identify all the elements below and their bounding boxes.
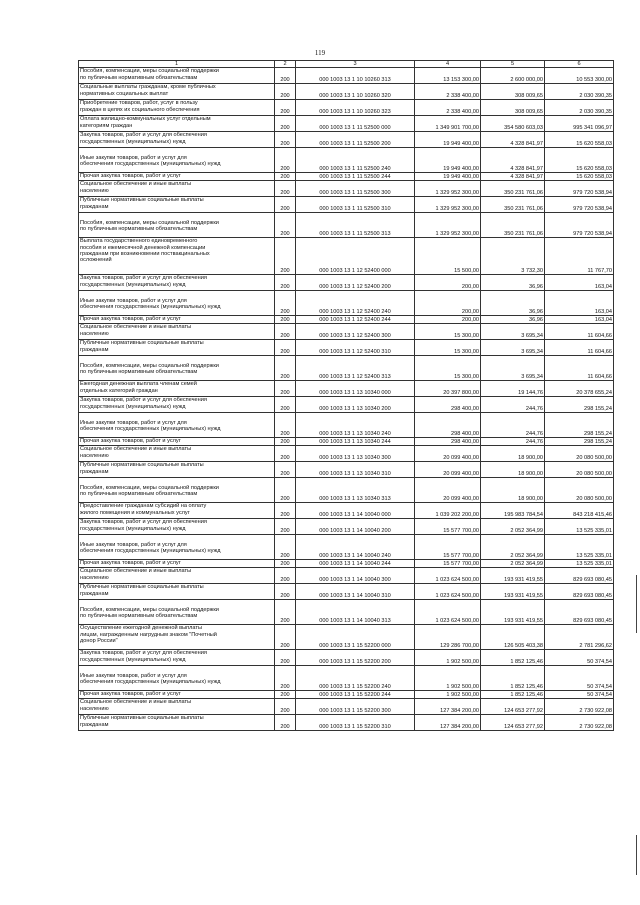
budget-classification-cell: 000 1003 13 1 14 10040 240 <box>296 535 415 560</box>
row-name-cell: Оплата жилищно-коммунальных услуг отдельным категориям граждан <box>79 116 275 132</box>
row-code-cell: 200 <box>275 699 296 715</box>
row-name-cell: Социальное обеспечение и иные выплаты населению <box>79 568 275 584</box>
budget-classification-cell: 000 1003 13 1 12 52400 240 <box>296 291 415 316</box>
approved-amount-cell: 13 153 300,00 <box>415 68 481 84</box>
budget-classification-cell: 000 1003 13 1 11 52500 313 <box>296 213 415 238</box>
unexecuted-amount-cell: 50 374,54 <box>545 650 614 666</box>
table-row <box>79 132 614 148</box>
row-name-cell: Публичные нормативные социальные выплаты гражданам <box>79 197 275 213</box>
row-name-cell: Иные закупки товаров, работ и услуг для обеспечения государственных (муниципальных) нужд <box>79 535 275 560</box>
row-name-cell: Иные закупки товаров, работ и услуг для обеспечения государственных (муниципальных) нужд <box>79 666 275 691</box>
unexecuted-amount-cell: 13 525 335,01 <box>545 519 614 535</box>
executed-amount-cell: 350 231 761,06 <box>481 181 545 197</box>
unexecuted-amount-cell: 2 030 390,35 <box>545 84 614 100</box>
unexecuted-amount-cell: 2 730 922,08 <box>545 715 614 731</box>
executed-amount-cell: 3 732,30 <box>481 238 545 275</box>
row-name-cell: Ежегодная денежная выплата членам семей отдельных категорий граждан <box>79 381 275 397</box>
table-row <box>79 100 614 116</box>
row-name-cell: Закупка товаров, работ и услуг для обеспечения государственных (муниципальных) нужд <box>79 650 275 666</box>
unexecuted-amount-cell: 979 720 538,94 <box>545 213 614 238</box>
row-name-cell: Закупка товаров, работ и услуг для обеспечения государственных (муниципальных) нужд <box>79 519 275 535</box>
budget-classification-cell: 000 1003 13 1 11 52500 310 <box>296 197 415 213</box>
table-row <box>79 699 614 715</box>
row-code-cell: 200 <box>275 84 296 100</box>
row-code-cell: 200 <box>275 213 296 238</box>
unexecuted-amount-cell: 298 155,24 <box>545 438 614 446</box>
row-name-cell: Пособия, компенсации, меры социальной поддержки по публичным нормативным обязательствам <box>79 213 275 238</box>
budget-classification-cell: 000 1003 13 1 12 52400 300 <box>296 324 415 340</box>
table-row <box>79 84 614 100</box>
executed-amount-cell: 308 009,65 <box>481 84 545 100</box>
executed-amount-cell: 195 983 784,54 <box>481 503 545 519</box>
table-row <box>79 584 614 600</box>
row-code-cell: 200 <box>275 462 296 478</box>
table-row <box>79 68 614 84</box>
table-row <box>79 462 614 478</box>
executed-amount-cell: 3 695,34 <box>481 340 545 356</box>
budget-classification-cell: 000 1003 13 1 10 10260 323 <box>296 100 415 116</box>
executed-amount-cell: 2 052 364,99 <box>481 560 545 568</box>
executed-amount-cell: 124 653 277,92 <box>481 699 545 715</box>
unexecuted-amount-cell: 2 781 296,62 <box>545 625 614 650</box>
table-row <box>79 340 614 356</box>
executed-amount-cell: 2 052 364,99 <box>481 519 545 535</box>
row-name-cell: Закупка товаров, работ и услуг для обеспечения государственных (муниципальных) нужд <box>79 397 275 413</box>
approved-amount-cell: 129 286 700,00 <box>415 625 481 650</box>
unexecuted-amount-cell: 163,04 <box>545 316 614 324</box>
unexecuted-amount-cell: 20 378 655,24 <box>545 381 614 397</box>
row-code-cell: 200 <box>275 340 296 356</box>
unexecuted-amount-cell: 20 080 500,00 <box>545 446 614 462</box>
executed-amount-cell: 36,96 <box>481 275 545 291</box>
approved-amount-cell: 2 338 400,00 <box>415 100 481 116</box>
table-row <box>79 568 614 584</box>
row-code-cell: 200 <box>275 535 296 560</box>
executed-amount-cell: 1 852 125,46 <box>481 691 545 699</box>
row-name-cell: Социальные выплаты гражданам, кроме публичных нормативных социальных выплат <box>79 84 275 100</box>
row-name-cell: Публичные нормативные социальные выплаты гражданам <box>79 462 275 478</box>
approved-amount-cell: 15 577 700,00 <box>415 560 481 568</box>
row-code-cell: 200 <box>275 600 296 625</box>
budget-classification-cell: 000 1003 13 1 13 10340 310 <box>296 462 415 478</box>
budget-classification-cell: 000 1003 13 1 12 52400 310 <box>296 340 415 356</box>
budget-classification-cell: 000 1003 13 1 10 10260 320 <box>296 84 415 100</box>
budget-classification-cell: 000 1003 13 1 13 10340 313 <box>296 478 415 503</box>
column-number: 2 <box>275 61 296 68</box>
budget-classification-cell: 000 1003 13 1 11 52500 000 <box>296 116 415 132</box>
row-name-cell: Предоставление гражданам субсидий на оплату жилого помещения и коммунальных услуг <box>79 503 275 519</box>
executed-amount-cell: 4 328 841,97 <box>481 173 545 181</box>
approved-amount-cell: 19 949 400,00 <box>415 148 481 173</box>
approved-amount-cell: 200,00 <box>415 316 481 324</box>
table-row <box>79 381 614 397</box>
approved-amount-cell: 1 902 500,00 <box>415 666 481 691</box>
executed-amount-cell: 19 144,76 <box>481 381 545 397</box>
unexecuted-amount-cell: 20 080 500,00 <box>545 478 614 503</box>
executed-amount-cell: 350 231 761,06 <box>481 213 545 238</box>
unexecuted-amount-cell: 50 374,54 <box>545 691 614 699</box>
unexecuted-amount-cell: 829 693 080,45 <box>545 584 614 600</box>
row-code-cell: 200 <box>275 438 296 446</box>
row-name-cell: Социальное обеспечение и иные выплаты населению <box>79 699 275 715</box>
row-name-cell: Иные закупки товаров, работ и услуг для обеспечения государственных (муниципальных) нужд <box>79 413 275 438</box>
row-code-cell: 200 <box>275 568 296 584</box>
unexecuted-amount-cell: 163,04 <box>545 275 614 291</box>
executed-amount-cell: 244,76 <box>481 438 545 446</box>
row-code-cell: 200 <box>275 291 296 316</box>
approved-amount-cell: 1 023 624 500,00 <box>415 568 481 584</box>
row-name-cell: Социальное обеспечение и иные выплаты населению <box>79 181 275 197</box>
executed-amount-cell: 2 600 000,00 <box>481 68 545 84</box>
approved-amount-cell: 200,00 <box>415 275 481 291</box>
budget-classification-cell: 000 1003 13 1 12 52400 244 <box>296 316 415 324</box>
budget-classification-cell: 000 1003 13 1 15 52200 300 <box>296 699 415 715</box>
budget-classification-cell: 000 1003 13 1 15 52200 244 <box>296 691 415 699</box>
approved-amount-cell: 15 300,00 <box>415 340 481 356</box>
unexecuted-amount-cell: 2 030 390,35 <box>545 100 614 116</box>
executed-amount-cell: 350 231 761,06 <box>481 197 545 213</box>
table-row <box>79 181 614 197</box>
approved-amount-cell: 20 099 400,00 <box>415 462 481 478</box>
approved-amount-cell: 298 400,00 <box>415 438 481 446</box>
row-name-cell: Осуществление ежегодной денежной выплаты лицам, награжденным нагрудным знаком "Почетный донор России" <box>79 625 275 650</box>
row-name-cell: Приобретение товаров, работ, услуг в пользу граждан в целях их социального обеспечения <box>79 100 275 116</box>
row-code-cell: 200 <box>275 275 296 291</box>
unexecuted-amount-cell: 50 374,54 <box>545 666 614 691</box>
table-row <box>79 446 614 462</box>
row-code-cell: 200 <box>275 197 296 213</box>
row-name-cell: Прочая закупка товаров, работ и услуг <box>79 560 275 568</box>
row-name-cell: Пособия, компенсации, меры социальной поддержки по публичным нормативным обязательствам <box>79 600 275 625</box>
row-code-cell: 200 <box>275 181 296 197</box>
table-row <box>79 316 614 324</box>
approved-amount-cell: 1 039 202 200,00 <box>415 503 481 519</box>
unexecuted-amount-cell: 11 604,66 <box>545 356 614 381</box>
approved-amount-cell: 200,00 <box>415 291 481 316</box>
row-name-cell: Пособия, компенсации, меры социальной поддержки по публичным нормативным обязательствам <box>79 478 275 503</box>
row-code-cell: 200 <box>275 584 296 600</box>
row-code-cell: 200 <box>275 691 296 699</box>
budget-classification-cell: 000 1003 13 1 11 52500 244 <box>296 173 415 181</box>
approved-amount-cell: 1 329 952 300,00 <box>415 213 481 238</box>
budget-classification-cell: 000 1003 13 1 14 10040 244 <box>296 560 415 568</box>
unexecuted-amount-cell: 13 525 335,01 <box>545 535 614 560</box>
executed-amount-cell: 3 695,34 <box>481 324 545 340</box>
executed-amount-cell: 18 900,00 <box>481 446 545 462</box>
budget-classification-cell: 000 1003 13 1 15 52200 000 <box>296 625 415 650</box>
row-name-cell: Публичные нормативные социальные выплаты гражданам <box>79 340 275 356</box>
table-row <box>79 503 614 519</box>
table-row <box>79 650 614 666</box>
unexecuted-amount-cell: 10 553 300,00 <box>545 68 614 84</box>
executed-amount-cell: 2 052 364,99 <box>481 535 545 560</box>
table-row <box>79 666 614 691</box>
approved-amount-cell: 20 099 400,00 <box>415 478 481 503</box>
unexecuted-amount-cell: 829 693 080,45 <box>545 568 614 584</box>
row-code-cell: 200 <box>275 503 296 519</box>
unexecuted-amount-cell: 979 720 538,94 <box>545 197 614 213</box>
unexecuted-amount-cell: 298 155,24 <box>545 397 614 413</box>
row-code-cell: 200 <box>275 666 296 691</box>
budget-classification-cell: 000 1003 13 1 12 52400 200 <box>296 275 415 291</box>
budget-classification-cell: 000 1003 13 1 11 52500 200 <box>296 132 415 148</box>
row-name-cell: Прочая закупка товаров, работ и услуг <box>79 316 275 324</box>
budget-classification-cell: 000 1003 13 1 15 52200 240 <box>296 666 415 691</box>
budget-classification-cell: 000 1003 13 1 13 10340 300 <box>296 446 415 462</box>
approved-amount-cell: 20 397 800,00 <box>415 381 481 397</box>
approved-amount-cell: 15 300,00 <box>415 356 481 381</box>
unexecuted-amount-cell: 20 080 500,00 <box>545 462 614 478</box>
table-row <box>79 197 614 213</box>
row-name-cell: Закупка товаров, работ и услуг для обеспечения государственных (муниципальных) нужд <box>79 132 275 148</box>
budget-classification-cell: 000 1003 13 1 11 52500 240 <box>296 148 415 173</box>
scan-edge-mark <box>636 575 637 633</box>
row-code-cell: 200 <box>275 650 296 666</box>
approved-amount-cell: 1 023 624 500,00 <box>415 600 481 625</box>
budget-classification-cell: 000 1003 13 1 12 52400 000 <box>296 238 415 275</box>
row-name-cell: Иные закупки товаров, работ и услуг для обеспечения государственных (муниципальных) нужд <box>79 148 275 173</box>
budget-classification-cell: 000 1003 13 1 10 10260 313 <box>296 68 415 84</box>
unexecuted-amount-cell: 298 155,24 <box>545 413 614 438</box>
row-code-cell: 200 <box>275 413 296 438</box>
executed-amount-cell: 1 852 125,46 <box>481 650 545 666</box>
budget-classification-cell: 000 1003 13 1 14 10040 313 <box>296 600 415 625</box>
row-code-cell: 200 <box>275 381 296 397</box>
approved-amount-cell: 15 300,00 <box>415 324 481 340</box>
table-row <box>79 413 614 438</box>
row-name-cell: Публичные нормативные социальные выплаты гражданам <box>79 584 275 600</box>
unexecuted-amount-cell: 829 693 080,45 <box>545 600 614 625</box>
unexecuted-amount-cell: 995 341 096,97 <box>545 116 614 132</box>
row-name-cell: Прочая закупка товаров, работ и услуг <box>79 173 275 181</box>
row-code-cell: 200 <box>275 324 296 340</box>
table-row <box>79 438 614 446</box>
unexecuted-amount-cell: 843 218 415,46 <box>545 503 614 519</box>
budget-classification-cell: 000 1003 13 1 13 10340 244 <box>296 438 415 446</box>
page-number: 119 <box>314 49 326 57</box>
column-number: 5 <box>481 61 545 68</box>
row-code-cell: 200 <box>275 68 296 84</box>
executed-amount-cell: 4 328 841,97 <box>481 132 545 148</box>
table-row <box>79 324 614 340</box>
unexecuted-amount-cell: 13 525 335,01 <box>545 560 614 568</box>
approved-amount-cell: 1 023 624 500,00 <box>415 584 481 600</box>
approved-amount-cell: 15 577 700,00 <box>415 535 481 560</box>
row-code-cell: 200 <box>275 625 296 650</box>
executed-amount-cell: 36,96 <box>481 316 545 324</box>
row-code-cell: 200 <box>275 519 296 535</box>
unexecuted-amount-cell: 15 620 558,03 <box>545 132 614 148</box>
row-code-cell: 200 <box>275 715 296 731</box>
budget-classification-cell: 000 1003 13 1 11 52500 300 <box>296 181 415 197</box>
row-code-cell: 200 <box>275 356 296 381</box>
executed-amount-cell: 36,96 <box>481 291 545 316</box>
executed-amount-cell: 244,76 <box>481 413 545 438</box>
table-row <box>79 116 614 132</box>
executed-amount-cell: 4 328 841,97 <box>481 148 545 173</box>
unexecuted-amount-cell: 11 604,66 <box>545 324 614 340</box>
row-name-cell: Прочая закупка товаров, работ и услуг <box>79 438 275 446</box>
table-row <box>79 560 614 568</box>
row-code-cell: 200 <box>275 173 296 181</box>
approved-amount-cell: 15 577 700,00 <box>415 519 481 535</box>
budget-classification-cell: 000 1003 13 1 14 10040 000 <box>296 503 415 519</box>
approved-amount-cell: 127 384 200,00 <box>415 715 481 731</box>
table-row <box>79 275 614 291</box>
row-name-cell: Социальное обеспечение и иные выплаты населению <box>79 324 275 340</box>
executed-amount-cell: 1 852 125,46 <box>481 666 545 691</box>
unexecuted-amount-cell: 11 604,66 <box>545 340 614 356</box>
budget-classification-cell: 000 1003 13 1 14 10040 200 <box>296 519 415 535</box>
approved-amount-cell: 298 400,00 <box>415 397 481 413</box>
table-row <box>79 535 614 560</box>
budget-classification-cell: 000 1003 13 1 14 10040 300 <box>296 568 415 584</box>
unexecuted-amount-cell: 2 730 922,08 <box>545 699 614 715</box>
executed-amount-cell: 308 009,65 <box>481 100 545 116</box>
row-name-cell: Социальное обеспечение и иные выплаты населению <box>79 446 275 462</box>
executed-amount-cell: 126 505 403,38 <box>481 625 545 650</box>
unexecuted-amount-cell: 11 767,70 <box>545 238 614 275</box>
row-name-cell: Закупка товаров, работ и услуг для обеспечения государственных (муниципальных) нужд <box>79 275 275 291</box>
row-name-cell: Публичные нормативные социальные выплаты гражданам <box>79 715 275 731</box>
approved-amount-cell: 298 400,00 <box>415 413 481 438</box>
table-row <box>79 600 614 625</box>
row-code-cell: 200 <box>275 446 296 462</box>
budget-classification-cell: 000 1003 13 1 13 10340 000 <box>296 381 415 397</box>
table-row <box>79 691 614 699</box>
executed-amount-cell: 244,76 <box>481 397 545 413</box>
scan-edge-mark <box>636 835 637 875</box>
executed-amount-cell: 193 931 419,55 <box>481 600 545 625</box>
row-code-cell: 200 <box>275 397 296 413</box>
table-row <box>79 397 614 413</box>
executed-amount-cell: 18 900,00 <box>481 478 545 503</box>
table-row <box>79 715 614 731</box>
row-name-cell: Прочая закупка товаров, работ и услуг <box>79 691 275 699</box>
approved-amount-cell: 15 500,00 <box>415 238 481 275</box>
column-number: 3 <box>296 61 415 68</box>
table-row <box>79 478 614 503</box>
unexecuted-amount-cell: 15 620 558,03 <box>545 173 614 181</box>
approved-amount-cell: 1 329 952 300,00 <box>415 181 481 197</box>
table-body <box>79 68 614 731</box>
unexecuted-amount-cell: 979 720 538,94 <box>545 181 614 197</box>
budget-classification-cell: 000 1003 13 1 13 10340 240 <box>296 413 415 438</box>
budget-classification-cell: 000 1003 13 1 12 52400 313 <box>296 356 415 381</box>
unexecuted-amount-cell: 163,04 <box>545 291 614 316</box>
executed-amount-cell: 193 931 419,55 <box>481 568 545 584</box>
table-row <box>79 173 614 181</box>
approved-amount-cell: 127 384 200,00 <box>415 699 481 715</box>
row-code-cell: 200 <box>275 132 296 148</box>
table-row <box>79 519 614 535</box>
budget-table <box>78 60 614 731</box>
column-number: 1 <box>79 61 275 68</box>
table-row <box>79 291 614 316</box>
row-name-cell: Иные закупки товаров, работ и услуг для обеспечения государственных (муниципальных) нужд <box>79 291 275 316</box>
executed-amount-cell: 3 695,34 <box>481 356 545 381</box>
approved-amount-cell: 19 949 400,00 <box>415 132 481 148</box>
table-row <box>79 625 614 650</box>
row-name-cell: Пособия, компенсации, меры социальной поддержки по публичным нормативным обязательствам <box>79 356 275 381</box>
budget-classification-cell: 000 1003 13 1 14 10040 310 <box>296 584 415 600</box>
approved-amount-cell: 1 349 901 700,00 <box>415 116 481 132</box>
column-number-row <box>79 61 614 68</box>
approved-amount-cell: 1 902 500,00 <box>415 691 481 699</box>
row-code-cell: 200 <box>275 560 296 568</box>
row-code-cell: 200 <box>275 478 296 503</box>
approved-amount-cell: 1 329 952 300,00 <box>415 197 481 213</box>
row-code-cell: 200 <box>275 316 296 324</box>
row-name-cell: Выплата государственного единовременного пособия и ежемесячной денежной компенсации гражданам при возникновении поствакцинальных осложнений <box>79 238 275 275</box>
unexecuted-amount-cell: 15 620 558,03 <box>545 148 614 173</box>
row-code-cell: 200 <box>275 238 296 275</box>
table-row <box>79 356 614 381</box>
table-row <box>79 213 614 238</box>
row-code-cell: 200 <box>275 148 296 173</box>
budget-classification-cell: 000 1003 13 1 15 52200 200 <box>296 650 415 666</box>
budget-classification-cell: 000 1003 13 1 15 52200 310 <box>296 715 415 731</box>
budget-classification-cell: 000 1003 13 1 13 10340 200 <box>296 397 415 413</box>
executed-amount-cell: 18 900,00 <box>481 462 545 478</box>
column-number: 6 <box>545 61 614 68</box>
table-row <box>79 238 614 275</box>
column-number: 4 <box>415 61 481 68</box>
row-code-cell: 200 <box>275 116 296 132</box>
executed-amount-cell: 124 653 277,92 <box>481 715 545 731</box>
approved-amount-cell: 19 949 400,00 <box>415 173 481 181</box>
table-row <box>79 148 614 173</box>
approved-amount-cell: 20 099 400,00 <box>415 446 481 462</box>
row-name-cell: Пособия, компенсации, меры социальной поддержки по публичным нормативным обязательствам <box>79 68 275 84</box>
executed-amount-cell: 354 580 603,03 <box>481 116 545 132</box>
row-code-cell: 200 <box>275 100 296 116</box>
approved-amount-cell: 1 902 500,00 <box>415 650 481 666</box>
approved-amount-cell: 2 338 400,00 <box>415 84 481 100</box>
executed-amount-cell: 193 931 419,55 <box>481 584 545 600</box>
